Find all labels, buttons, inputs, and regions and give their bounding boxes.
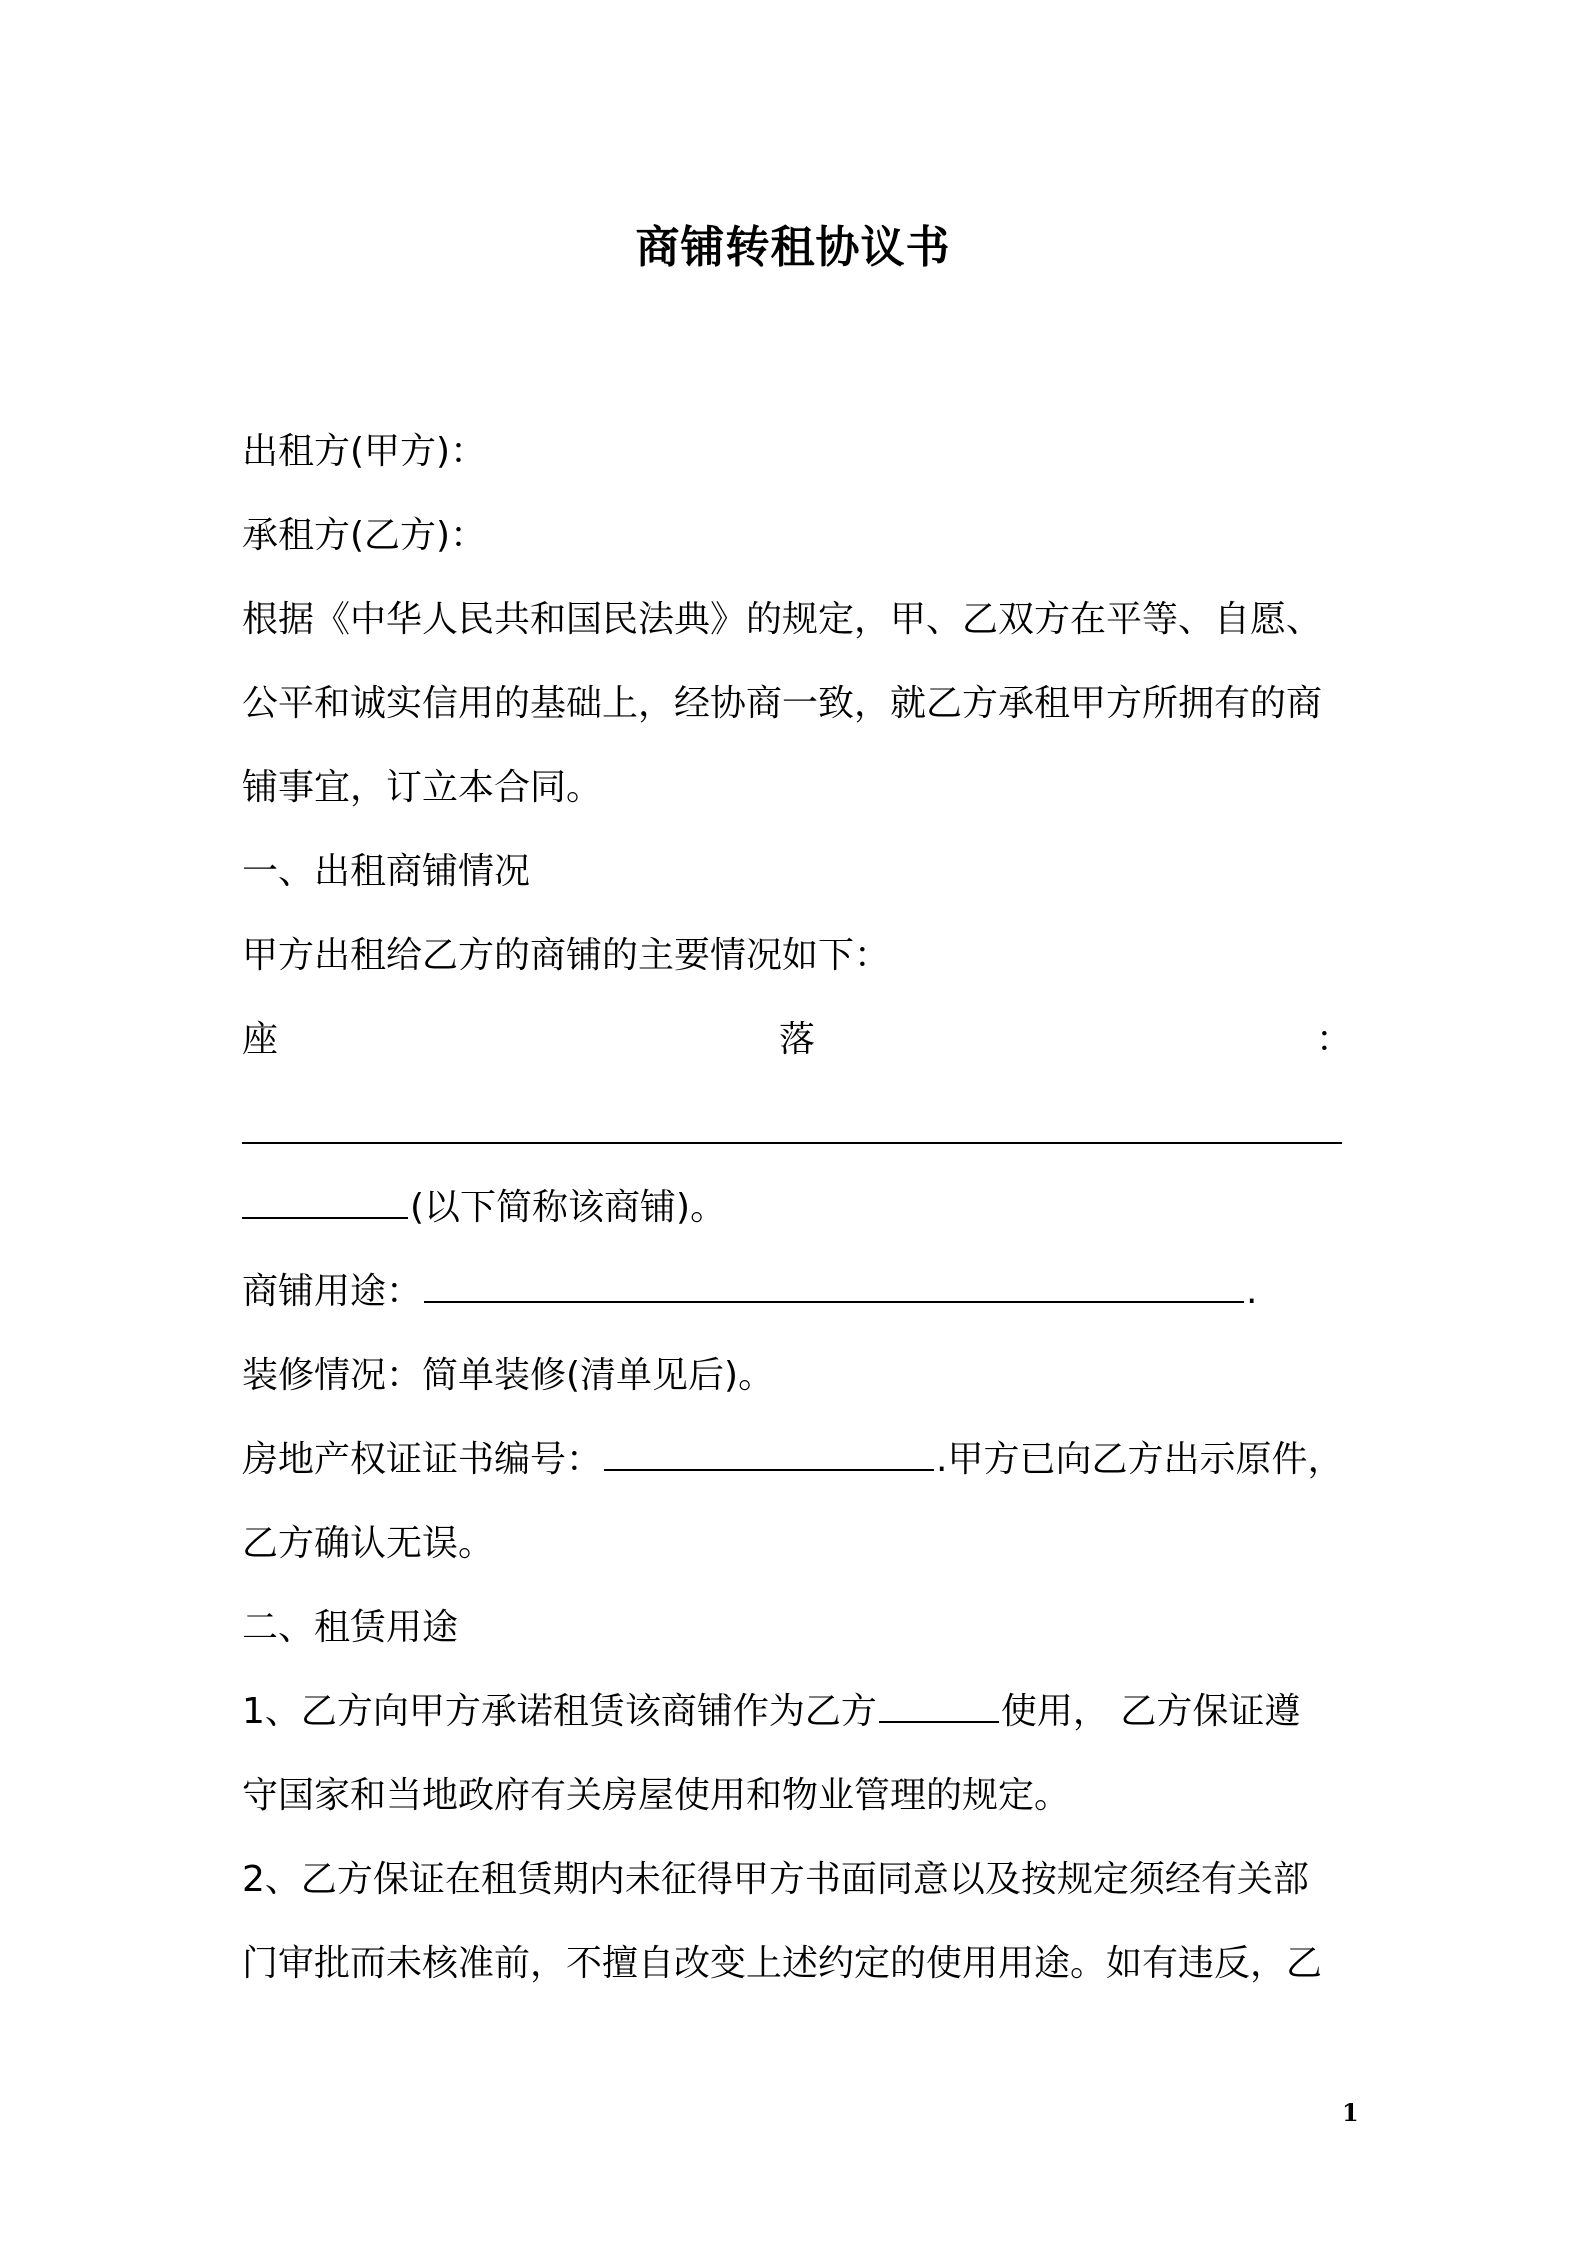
section2-item2-line2: 门审批而未核准前，不擅自改变上述约定的使用用途。如有违反，乙 [242,1943,1323,1984]
lessor-line: 出租方(甲方)： [242,431,487,472]
section1-heading: 一、出租商铺情况 [242,851,531,892]
location-char-2: 落 [778,1019,815,1060]
certificate-line [242,1418,1366,1502]
preamble-line-1: 根据《中华人民共和国民法典》的规定，甲、乙双方在平等、自愿、 [242,599,1323,640]
certificate-label: 房地产权证证书编号： [242,1439,603,1480]
certificate-blank [604,1439,934,1471]
preamble-line-2: 公平和诚实信用的基础上，经协商一致，就乙方承租甲方所拥有的商 [242,683,1323,724]
location-blank-line [242,1082,1366,1166]
section2-item1-line1 [242,1670,1366,1754]
page-number: 1 [1342,2098,1359,2127]
document-body [242,410,1366,2006]
usage-label: 商铺用途： [242,1271,423,1312]
section2-heading: 二、租赁用途 [242,1607,459,1648]
location-colon: ： [1315,1019,1352,1060]
usage-end: . [1246,1271,1258,1312]
decoration-line: 装修情况：简单装修(清单见后)。 [242,1355,775,1396]
section2-item2-line1: 2、乙方保证在租赁期内未征得甲方书面同意以及按规定须经有关部 [242,1859,1309,1900]
location-suffix: (以下简称该商铺)。 [410,1187,727,1228]
item1-blank [879,1691,999,1723]
document-title: 商铺转租协议书 [635,222,951,273]
item1-part2: 使用， 乙方保证遵 [1000,1691,1301,1732]
item1-part1: 1、乙方向甲方承诺租赁该商铺作为乙方 [242,1691,877,1732]
usage-line [242,1250,1366,1334]
preamble-line-3: 铺事宜，订立本合同。 [242,767,603,808]
location-blank [242,1082,1342,1166]
lessee-line: 承租方(乙方)： [242,515,487,556]
location-line [242,998,1366,1082]
section2-item1-line2: 守国家和当地政府有关房屋使用和物业管理的规定。 [242,1775,1071,1816]
certificate-after: .甲方已向乙方出示原件， [936,1439,1344,1480]
location-char-1: 座 [242,1019,279,1060]
section1-intro: 甲方出租给乙方的商铺的主要情况如下： [242,935,891,976]
location-blank-short [242,1187,408,1219]
certificate-line-2: 乙方确认无误。 [242,1523,495,1564]
usage-blank [424,1271,1244,1303]
location-suffix-line [242,1166,1366,1250]
